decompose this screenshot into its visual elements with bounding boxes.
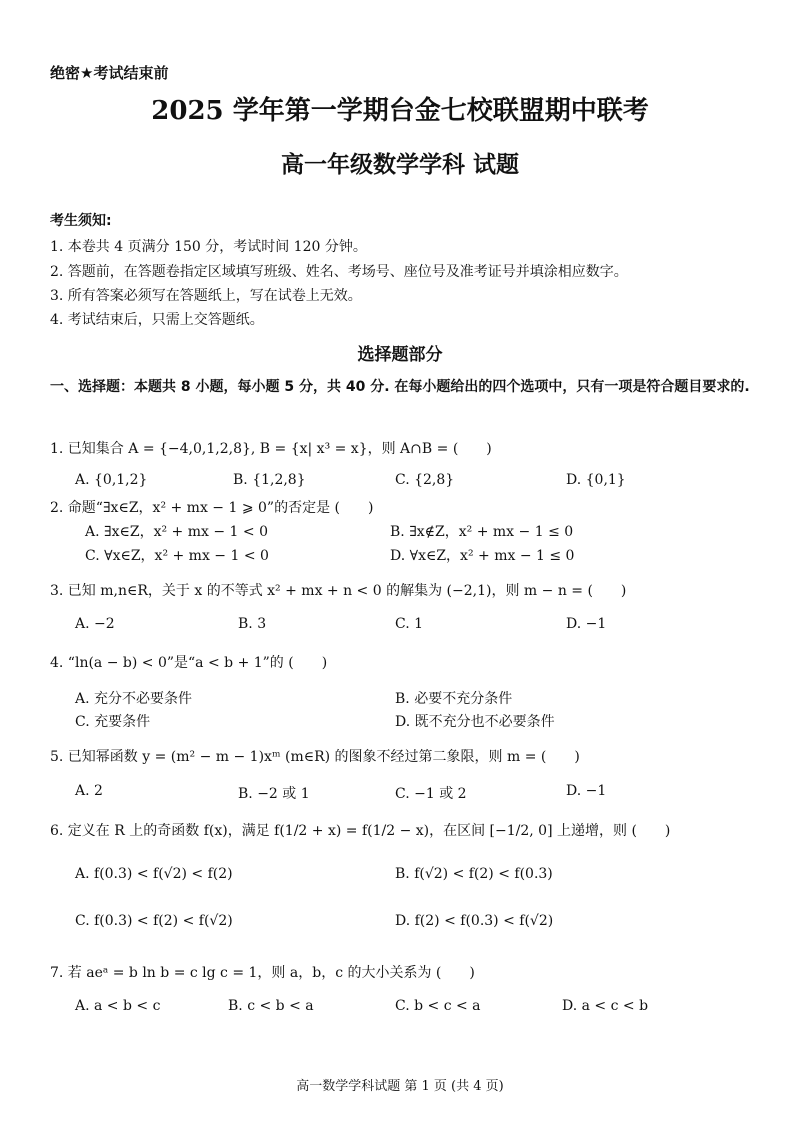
question-4-option-c: C. 充要条件 xyxy=(75,714,151,730)
section-title: 选择题部分 xyxy=(357,345,443,365)
question-6-option-c: C. f(0.3) < f(2) < f(√2) xyxy=(75,913,233,929)
question-2-option-c: C. ∀x∈Z，x² + mx − 1 < 0 xyxy=(85,548,269,564)
notice-item: 4. 考试结束后，只需上交答题纸。 xyxy=(50,312,264,328)
notice-heading: 考生须知: xyxy=(50,213,112,229)
notice-item: 3. 所有答案必须写在答题纸上，写在试卷上无效。 xyxy=(50,288,362,304)
question-4-stem: 4. “ln(a − b) < 0”是“a < b + 1”的 ( ) xyxy=(50,655,328,671)
confidential-label: 绝密★考试结束前 xyxy=(50,64,169,82)
question-3-option-d: D. −1 xyxy=(566,616,607,632)
part-heading: 一、选择题：本题共 8 小题，每小题 5 分，共 40 分. 在每小题给出的四个选项中，只有一项是符合题目要求的. xyxy=(50,379,750,395)
question-2-option-d: D. ∀x∈Z，x² + mx − 1 ≤ 0 xyxy=(390,548,575,564)
question-5-option-d: D. −1 xyxy=(566,783,607,799)
question-4-option-d: D. 既不充分也不必要条件 xyxy=(395,714,555,730)
question-6-stem: 6. 定义在 R 上的奇函数 f(x)，满足 f(1/2 + x) = f(1/2 − x)，在区间 [−1/2, 0] 上递增，则 ( ) xyxy=(50,823,671,839)
question-3-option-c: C. 1 xyxy=(395,616,424,632)
question-6-option-d: D. f(2) < f(0.3) < f(√2) xyxy=(395,913,554,929)
question-6-option-b: B. f(√2) < f(2) < f(0.3) xyxy=(395,866,553,882)
question-1-stem: 1. 已知集合 A = {−4,0,1,2,8}, B = {x| x³ = x}，则 A∩B = ( ) xyxy=(50,441,492,457)
notice-item: 2. 答题前，在答题卷指定区域填写班级、姓名、考场号、座位号及准考证号并填涂相应数字。 xyxy=(50,264,628,280)
question-1-option-c: C. {2,8} xyxy=(395,472,455,488)
question-4-option-a: A. 充分不必要条件 xyxy=(75,691,193,707)
question-3-stem: 3. 已知 m,n∈R，关于 x 的不等式 x² + mx + n < 0 的解集为 (−2,1)，则 m − n = ( ) xyxy=(50,583,627,599)
question-3-option-a: A. −2 xyxy=(75,616,115,632)
page-footer: 高一数学学科试题 第 1 页 (共 4 页) xyxy=(296,1079,504,1094)
question-3-option-b: B. 3 xyxy=(238,616,267,632)
question-5-option-b: B. −2 或 1 xyxy=(238,786,310,802)
question-1-option-a: A. {0,1,2} xyxy=(75,472,148,488)
question-2-stem: 2. 命题“∃x∈Z，x² + mx − 1 ⩾ 0”的否定是 ( ) xyxy=(50,500,374,516)
question-7-option-a: A. a < b < c xyxy=(75,998,161,1014)
question-2-option-b: B. ∃x∉Z，x² + mx − 1 ≤ 0 xyxy=(390,524,574,540)
notice-item: 1. 本卷共 4 页满分 150 分，考试时间 120 分钟。 xyxy=(50,239,367,255)
question-1-option-b: B. {1,2,8} xyxy=(233,472,306,488)
question-7-option-c: C. b < c < a xyxy=(395,998,481,1014)
question-5-stem: 5. 已知幂函数 y = (m² − m − 1)xᵐ (m∈R) 的图象不经过第二象限，则 m = ( ) xyxy=(50,749,580,765)
question-5-option-c: C. −1 或 2 xyxy=(395,786,467,802)
question-1-option-d: D. {0,1} xyxy=(566,472,626,488)
question-7-option-b: B. c < b < a xyxy=(228,998,314,1014)
question-2-option-a: A. ∃x∈Z，x² + mx − 1 < 0 xyxy=(85,524,268,540)
question-6-option-a: A. f(0.3) < f(√2) < f(2) xyxy=(75,866,233,882)
question-5-option-a: A. 2 xyxy=(75,783,103,799)
exam-title: 2025 学年第一学期台金七校联盟期中联考 xyxy=(151,96,649,126)
question-7-option-d: D. a < c < b xyxy=(562,998,649,1014)
exam-subtitle: 高一年级数学学科 试题 xyxy=(280,151,519,178)
question-4-option-b: B. 必要不充分条件 xyxy=(395,691,513,707)
question-7-stem: 7. 若 aeᵃ = b ln b = c lg c = 1，则 a，b，c 的大小关系为 ( ) xyxy=(50,965,475,981)
